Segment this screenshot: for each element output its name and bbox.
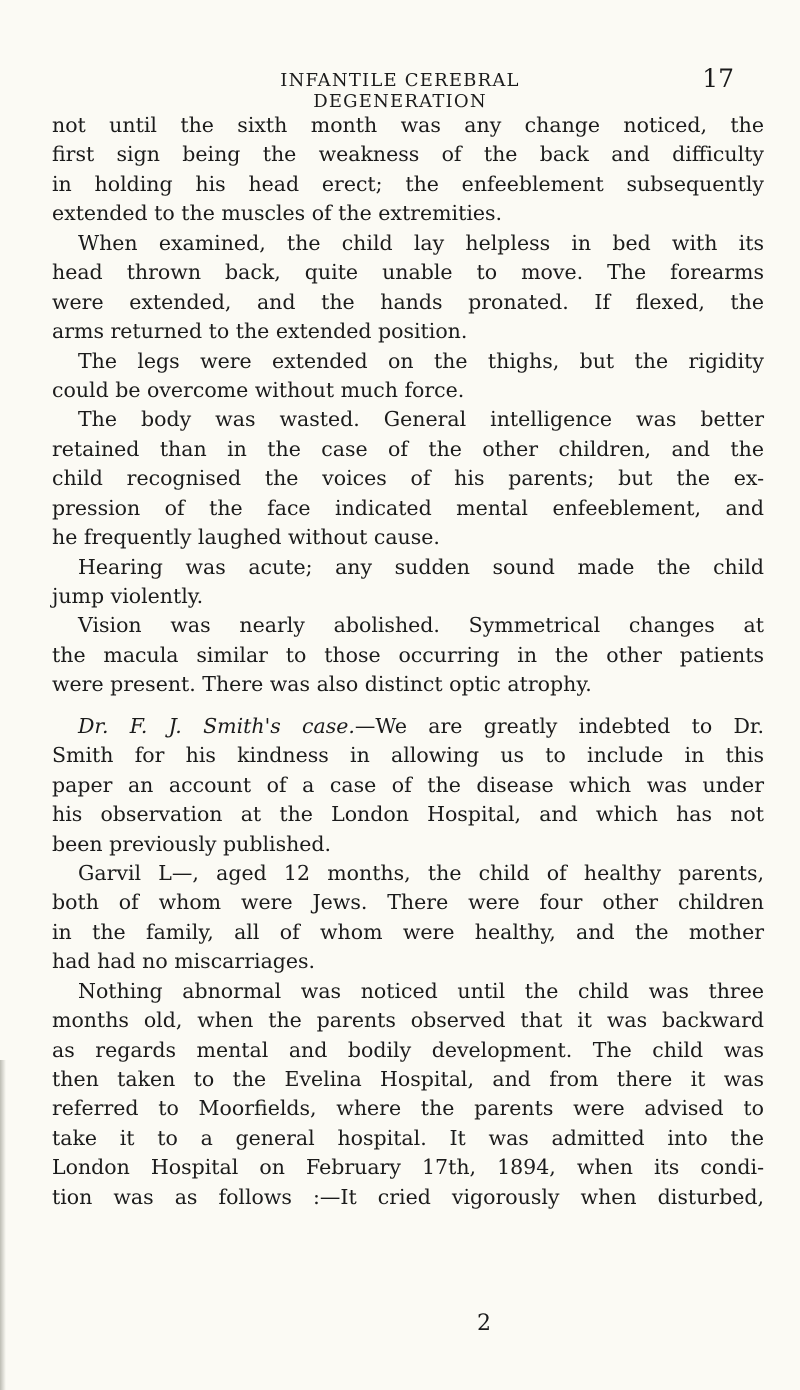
- text-line: could be overcome without much force.: [52, 377, 465, 402]
- text-line: paper an account of a case of the disease which was under: [52, 772, 764, 797]
- text-line: not until the sixth month was any change noticed, the: [52, 113, 764, 137]
- text-line: months old, when the parents observed that it was backward: [52, 1008, 764, 1033]
- text-line: referred to Moorfields, where the parents were advised to: [52, 1096, 764, 1121]
- text-line: were extended, and the hands pronated. If flexed, the: [52, 289, 764, 314]
- text-line: arms returned to the extended position.: [52, 319, 468, 344]
- text-line: in the family, all of whom were healthy, and the mother: [52, 919, 764, 944]
- running-header: INFANTILE CEREBRAL DEGENERATION: [280, 70, 520, 112]
- body-text: [52, 111, 764, 1212]
- signature-mark: 2: [477, 1311, 491, 1336]
- text-line: extended to the muscles of the extremities.: [52, 201, 503, 226]
- text-line: first sign being the weakness of the back and difficulty: [52, 142, 764, 167]
- text-line: [52, 712, 764, 741]
- text-line: pression of the face indicated mental enfeeblement, and: [52, 495, 764, 520]
- text-line: his observation at the London Hospital, and which has not: [52, 802, 764, 827]
- text-line: Garvil L—, aged 12 months, the child of healthy parents,: [78, 860, 764, 885]
- text-line: been previously published.: [52, 831, 332, 856]
- text-line: tion was as follows :—It cried vigorously when disturbed,: [52, 1184, 764, 1209]
- text-line: take it to a general hospital. It was admitted into the: [52, 1125, 764, 1150]
- text-line: Nothing abnormal was noticed until the child was three: [78, 978, 764, 1003]
- text-line: jump violently.: [52, 584, 204, 608]
- text-line: child recognised the voices of his parents; but the ex-: [52, 466, 764, 491]
- text-line: Vision was nearly abolished. Symmetrical changes at: [78, 613, 764, 638]
- text-line: in holding his head erect; the enfeeblement subsequently: [52, 171, 764, 196]
- text-line: retained than in the case of the other children, and the: [52, 436, 764, 461]
- line-text: —We are greatly indebted to Dr.: [354, 713, 764, 738]
- text-line: The body was wasted. General intelligence was better: [78, 407, 764, 432]
- text-line: had had no miscarriages.: [52, 949, 316, 974]
- text-line: were present. There was also distinct optic atrophy.: [52, 672, 592, 697]
- case-heading: Dr. F. J. Smith's case.: [78, 713, 355, 738]
- text-line: head thrown back, quite unable to move. The forearms: [52, 260, 764, 285]
- text-line: Smith for his kindness in allowing us to include in this: [52, 743, 764, 768]
- text-line: When examined, the child lay helpless in bed with its: [78, 230, 764, 255]
- text-line: The legs were extended on the thighs, but the rigidity: [78, 348, 764, 373]
- text-line: as regards mental and bodily development. The child was: [52, 1037, 764, 1062]
- text-line: then taken to the Evelina Hospital, and from there it was: [52, 1067, 764, 1091]
- text-line: both of whom were Jews. There were four other children: [52, 890, 764, 915]
- text-line: the macula similar to those occurring in the other patients: [52, 642, 764, 667]
- text-line: London Hospital on February 17th, 1894, when its condi-: [52, 1155, 764, 1180]
- text-line: he frequently laughed without cause.: [52, 525, 440, 550]
- page-number: 17: [702, 64, 734, 93]
- binding-shadow: [0, 1060, 6, 1390]
- paragraph-gap: [52, 700, 764, 712]
- text-line: Hearing was acute; any sudden sound made the child: [78, 554, 764, 579]
